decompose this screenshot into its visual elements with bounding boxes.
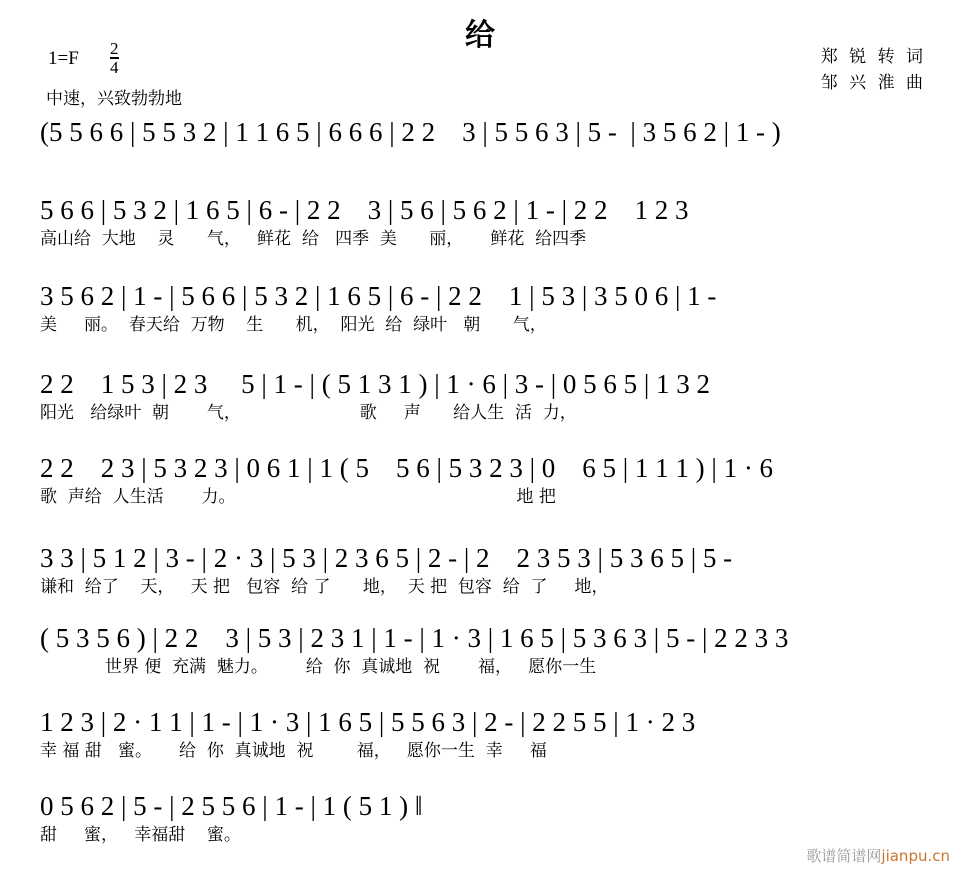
notation-line: 1 2 3 | 2 · 1 1 | 1 - | 1 · 3 | 1 6 5 | 5 5 6 3 | 2 - | 2 2 5 5 | 1 · 2 3 bbox=[40, 707, 696, 737]
notation-line: 2 2 2 3 | 5 3 2 3 | 0 6 1 | 1 ( 5 5 6 | 5 3 2 3 | 0 6 5 | 1 1 1 ) | 1 · 6 bbox=[40, 453, 774, 483]
page-title: 给 bbox=[465, 18, 497, 53]
notation-line: ( 5 3 5 6 ) | 2 2 3 | 5 3 | 2 3 1 | 1 - | 1 · 3 | 1 6 5 | 5 3 6 3 | 5 - | 2 2 3 3 bbox=[40, 623, 789, 653]
tempo-marking: 中速，兴致勃勃地 bbox=[46, 89, 182, 109]
lyrics-line: 甜 蜜， 幸福甜 蜜。 bbox=[40, 825, 241, 846]
watermark bbox=[806, 845, 950, 866]
time-signature-denominator: 4 bbox=[110, 58, 119, 77]
credits bbox=[821, 44, 926, 97]
music-system-5 bbox=[40, 454, 930, 507]
notation-line: 3 5 6 2 | 1 - | 5 6 6 | 5 3 2 | 1 6 5 | 6 - | 2 2 1 | 5 3 | 3 5 0 6 | 1 - bbox=[40, 281, 717, 311]
key-signature: 1=F bbox=[48, 48, 79, 69]
composer-credit: 邹 兴 淮 曲 bbox=[820, 73, 926, 94]
lyrics-line: 谦和 给了 天， 天 把 包容 给 了 地， 天 把 包容 给 了 地， bbox=[40, 577, 609, 598]
music-system-7 bbox=[40, 624, 930, 677]
notation-line: 5 6 6 | 5 3 2 | 1 6 5 | 6 - | 2 2 3 | 5 6 | 5 6 2 | 1 - | 2 2 1 2 3 bbox=[40, 195, 689, 225]
watermark-site: jianpu.cn bbox=[881, 847, 950, 865]
lyrics-line: 歌 声给 人生活 力。 地 把 bbox=[40, 487, 556, 508]
notation-line: 0 5 6 2 | 5 - | 2 5 5 6 | 1 - | 1 ( 5 1 ) ‖ bbox=[40, 791, 423, 821]
music-system-3 bbox=[40, 282, 930, 335]
music-system-8 bbox=[40, 708, 930, 761]
lyricist-credit: 郑 锐 转 词 bbox=[820, 47, 926, 67]
watermark-prefix: 歌谱简谱网 bbox=[806, 847, 882, 865]
time-signature bbox=[110, 40, 119, 76]
lyrics-line: 阳光 给绿叶 朝 气， 歌 声 给人生 活 力， bbox=[40, 403, 577, 424]
notation-line: 3 3 | 5 1 2 | 3 - | 2 · 3 | 5 3 | 2 3 6 5 | 2 - | 2 2 3 5 3 | 5 3 6 5 | 5 - bbox=[40, 543, 733, 573]
music-system-2 bbox=[40, 196, 930, 249]
lyrics-line: 美 丽。 春天给 万物 生 机， 阳光 给 绿叶 朝 气， bbox=[40, 315, 547, 336]
lyrics-line: 高山给 大地 灵 气， 鲜花 给 四季 美 丽， 鲜花 给四季 bbox=[40, 229, 587, 250]
music-system-1 bbox=[40, 118, 930, 152]
music-system-9 bbox=[40, 792, 930, 845]
music-system-4 bbox=[40, 370, 930, 423]
music-system-6 bbox=[40, 544, 930, 597]
notation-line: (5 5 6 6 | 5 5 3 2 | 1 1 6 5 | 6 6 6 | 2 2 3 | 5 5 6 3 | 5 - | 3 5 6 2 | 1 - ) bbox=[40, 117, 781, 147]
lyrics-line: 世界 便 充满 魅力。 给 你 真诚地 祝 福， 愿你一生 bbox=[40, 657, 597, 678]
time-signature-numerator: 2 bbox=[110, 39, 119, 58]
lyrics-line: 幸 福 甜 蜜。 给 你 真诚地 祝 福， 愿你一生 幸 福 bbox=[40, 741, 547, 762]
notation-line: 2 2 1 5 3 | 2 3 5 | 1 - | ( 5 1 3 1 ) | 1 · 6 | 3 - | 0 5 6 5 | 1 3 2 bbox=[40, 369, 711, 399]
